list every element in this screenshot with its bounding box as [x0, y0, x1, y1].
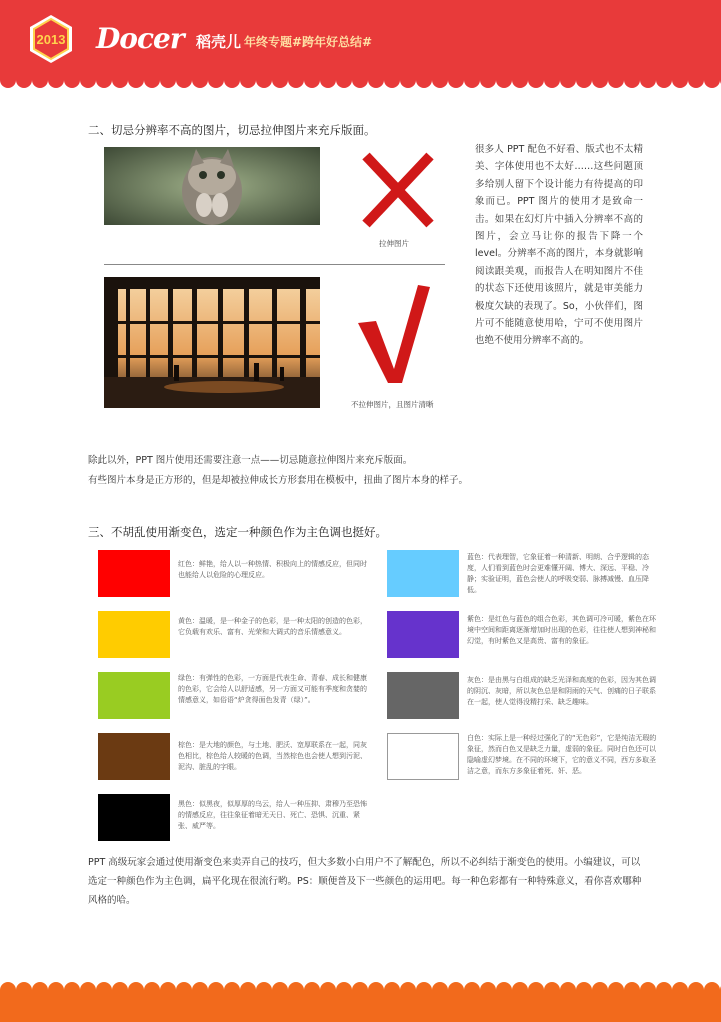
stretched-kitten-image [104, 147, 320, 225]
section2-paragraph: 很多人 PPT 配色不好看、版式也不太精美、字体使用也不太好……这些问题顶多给别人留下个设计能力有待提高的印象而已。PPT 图片的使用才是致命一击。如果在幻灯片中插入分辨率不高的图片，会立马让你的报告下降一个 level。分辨率不高的图片，本身就影响阅读跟美观，而报告人在明知图片不佳的状态下还使用该照片，就是审美能力极度欠缺的表现了。So，小伙伴们，图片可不能随意使用哈，宁可不使用图片也绝不使用分辨率不高的。 [475, 144, 643, 347]
swatch-black-text: 黑色：似黑夜，似厚厚的乌云，给人一种压抑、肃穆乃至恐怖的情感反应，往往象征着暗无天日、死亡、恐惧、沉重、紧张、威严等。 [178, 800, 367, 830]
swatch-yellow-text: 黄色：温暖，是一种金子的色彩，是一种太阳的创造的色彩，它负载有欢乐、富有、光荣和大调式的音乐情感意义。 [178, 617, 367, 636]
swatch-purple [387, 611, 459, 658]
swatch-brown [98, 733, 170, 780]
section2-heading: 二、切忌分辨率不高的图片，切忌拉伸图片来充斥版面。 [88, 123, 376, 137]
swatch-blue [387, 550, 459, 597]
swatch-blue-text: 蓝色：代表理智，它象征着一种清新、明朗、合乎逻辑的态度，人们看到蓝色时会更难懂开阔、博大、深远、平稳、冷静；实验证明，蓝色会使人的呼吸变弱、脉搏减慢、血压降低。 [467, 553, 649, 594]
section-divider [104, 264, 445, 265]
swatch-gray [387, 672, 459, 719]
swatch-black [98, 794, 170, 841]
swatch-white [387, 733, 459, 780]
swatch-red-text: 红色：鲜艳，给人以一种热情、积极向上的情感反应，但同时也能给人以危险的心理反应。 [178, 560, 367, 579]
brand-name: 稻壳儿 [196, 33, 242, 51]
docer-logo: Docer [96, 22, 184, 55]
clear-caption: 不拉伸图片，且图片清晰 [351, 400, 434, 409]
swatch-red [98, 550, 170, 597]
swatch-brown-text: 棕色：是大地的颜色，与土地、肥沃、宽厚联系在一起，同灰色相比，棕色给人较暖的色调，当然棕色也会使人想到污泥、泥沟、脏乱的字眼。 [178, 741, 367, 771]
closing-paragraph: PPT 高级玩家会通过使用渐变色来卖弄自己的技巧，但大多数小白用户不了解配色，所以不必纠结于渐变色的使用。小编建议，可以选定一种颜色作为主色调，扁平化现在很流行哟。PS：顺便普及下一些颜色的运用吧。每一种色彩都有一种特殊意义，看你喜欢哪种风格的哈。 [88, 857, 642, 906]
window-silhouette-image [104, 277, 320, 408]
banner-scallop [0, 74, 721, 88]
swatch-green-text: 绿色：有弹性的色彩，一方面是代表生命、青春、成长和健康的色彩，它会给人以舒适感，另一方面又可能有季度和贪婪的情感意义，如俗语“炉贪得面色发青（绿）”。 [178, 674, 367, 704]
footer-band [0, 992, 721, 1022]
note-line-1: 除此以外，PPT 图片使用还需要注意一点——切忌随意拉伸图片来充斥版面。 [88, 455, 413, 466]
brand-tagline: 年终专题#跨年好总结# [244, 35, 373, 49]
year-badge-icon [26, 14, 76, 64]
cross-icon [358, 150, 438, 230]
stretched-caption: 拉伸图片 [379, 239, 409, 248]
section3-heading: 三、不胡乱使用渐变色，选定一种颜色作为主色调也挺好。 [88, 525, 387, 539]
swatch-purple-text: 紫色：是红色与蓝色的组合色彩，其色调可冷可暖，紫色在环境中空间和距离逐渐增加时出现的色彩，往往使人想到神秘和幻觉，有时紫色又是高贵、富有的象征。 [467, 615, 656, 645]
note-line-2: 有些图片本身是正方形的，但是却被拉伸成长方形套用在模板中，扭曲了图片本身的样子。 [88, 475, 469, 486]
badge-year: 2013 [36, 32, 66, 47]
swatch-green [98, 672, 170, 719]
check-icon [354, 283, 434, 385]
swatch-gray-text: 灰色：是由黑与白组成的缺乏光泽和高度的色彩，因为其色调的阴沉、灰暗，所以灰色总是和阴雨的天气、创痛的日子联系在一起，使人觉得没精打采、缺乏趣味。 [467, 676, 656, 706]
swatch-white-text: 白色：实际上是一种经过强化了的“无色彩”，它是纯洁无瑕的象征，然而白色又是缺乏力量，虚弱的象征。同时白色还可以隐喻虚幻梦境。在不同的环境下，它的意义不同，西方多取圣洁之意，而东方多象征着死、奸、恶。 [467, 734, 657, 775]
swatch-yellow [98, 611, 170, 658]
